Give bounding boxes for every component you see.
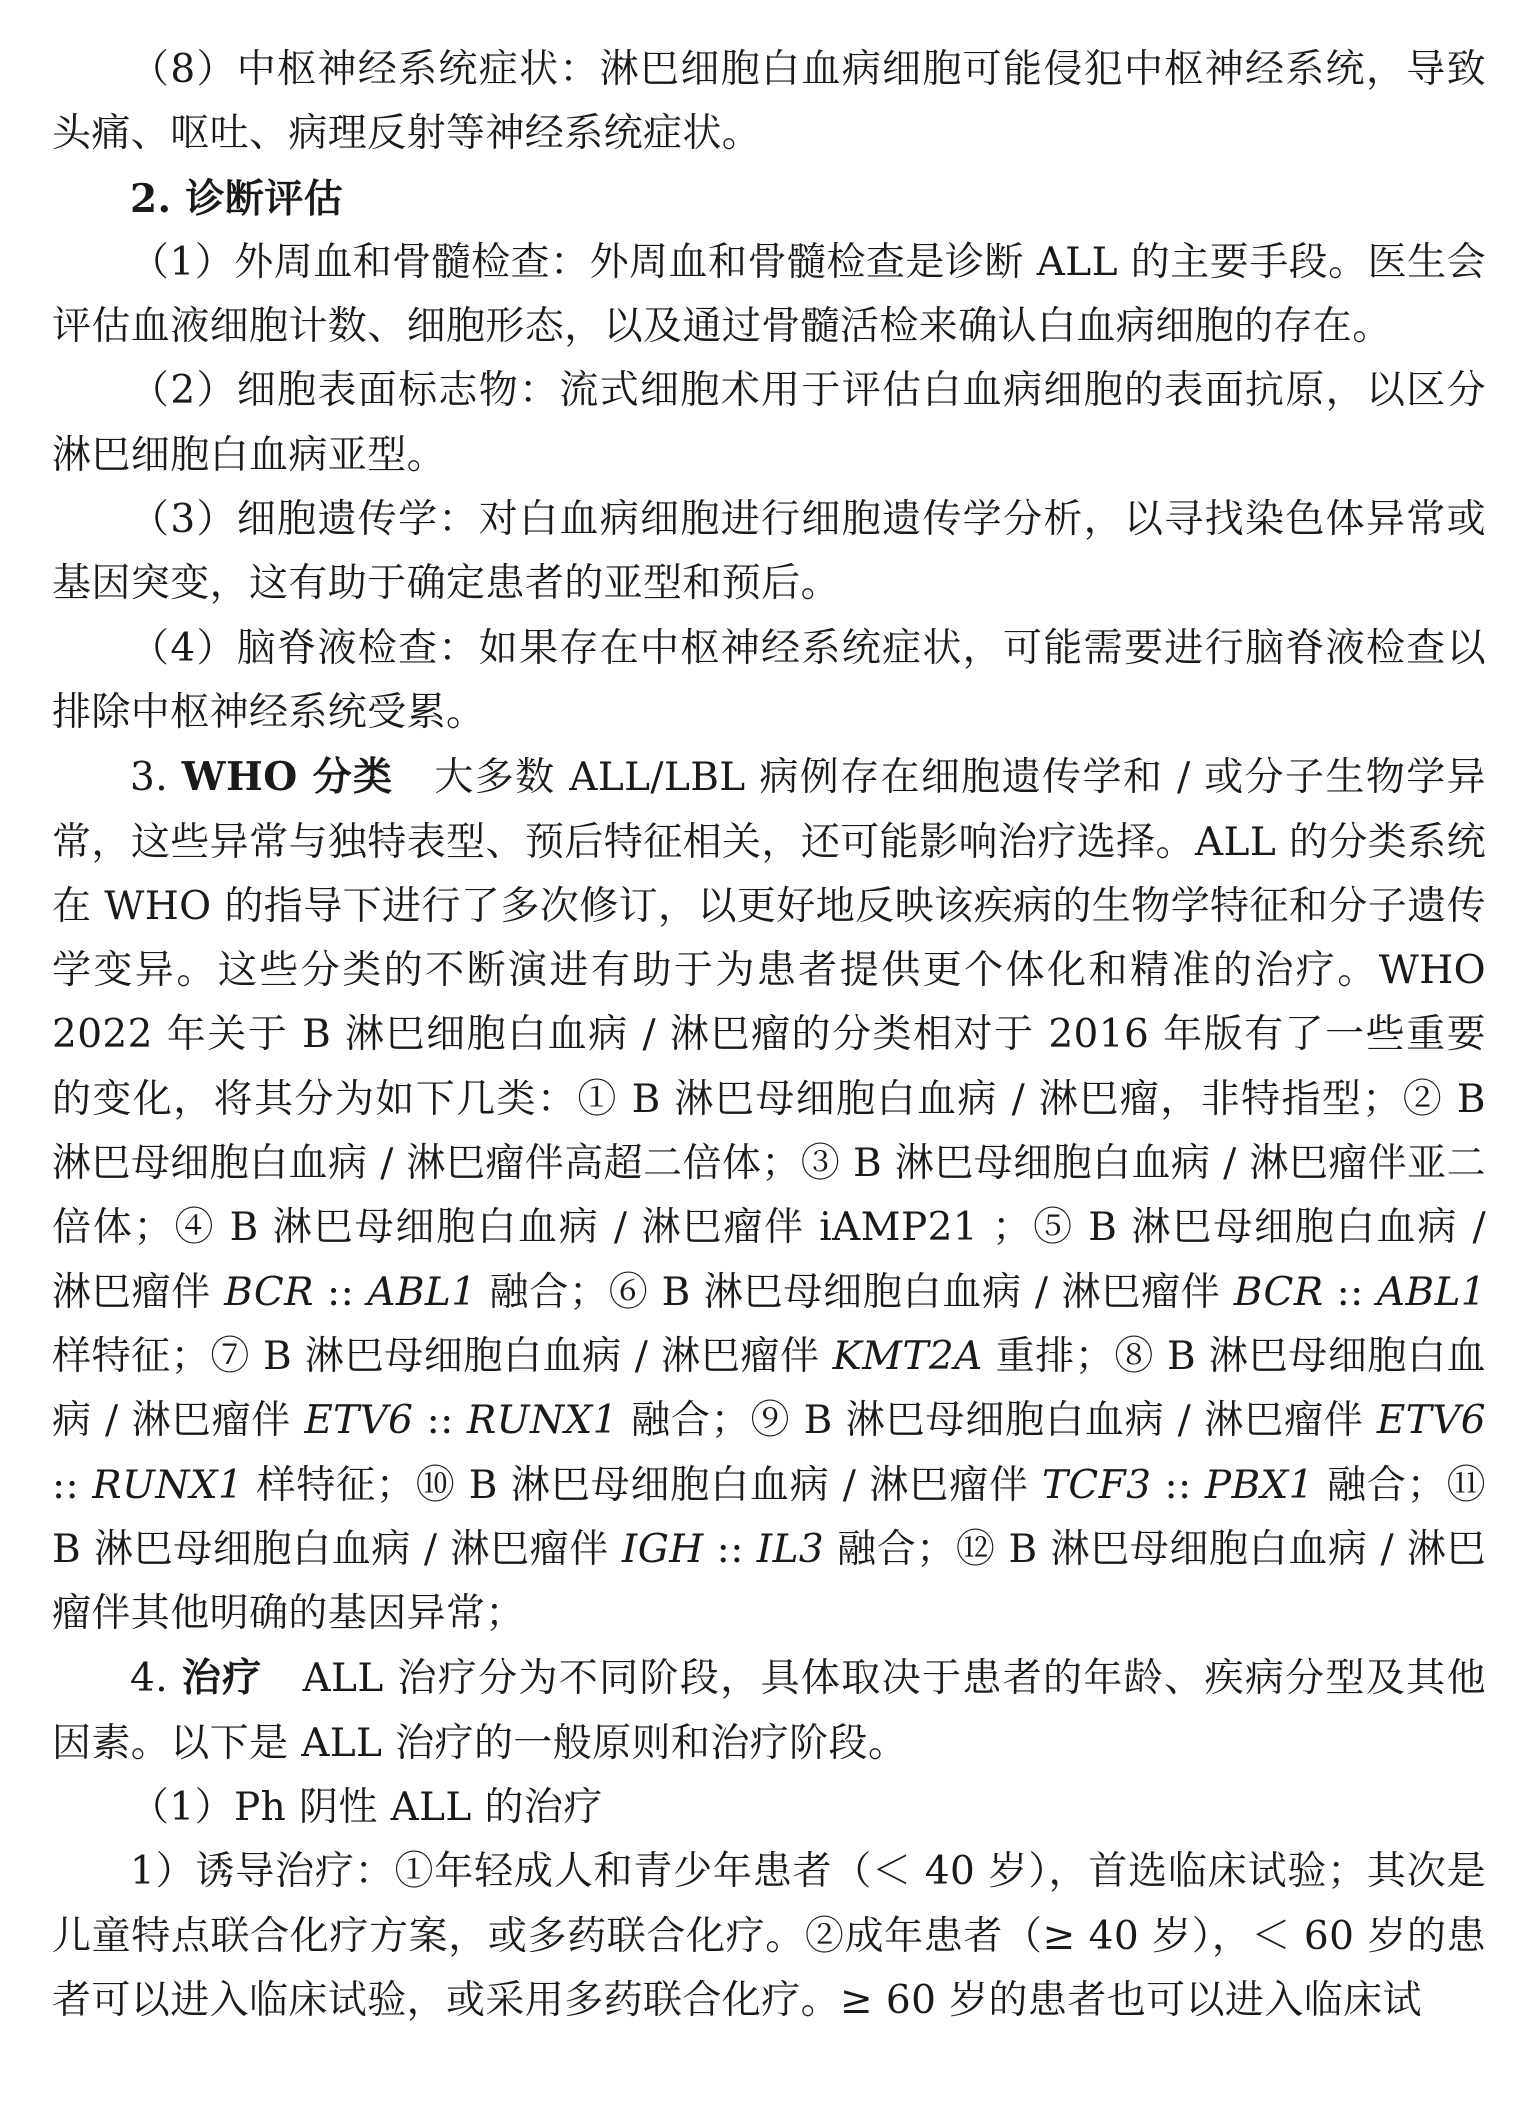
gene-name: IL3 <box>756 1526 825 1572</box>
fusion-separator: :: <box>313 1269 368 1315</box>
fusion-separator: :: <box>1151 1462 1205 1508</box>
who-category-12: ⑫ B 淋巴母细胞白血病 / 淋巴瘤伴其他明确的基因异常； <box>52 1526 1486 1637</box>
category-text: 融合； <box>476 1269 609 1315</box>
fusion-separator: :: <box>703 1526 757 1572</box>
paragraph-diagnosis-3: （3）细胞遗传学：对白血病细胞进行细胞遗传学分析，以寻找染色体异常或基因突变，这有助于确定患者的亚型和预后。 <box>52 497 1486 607</box>
category-text: ⑦ B 淋巴母细胞白血病 / 淋巴瘤伴 <box>210 1333 833 1379</box>
paragraph-diagnosis-2: （2）细胞表面标志物：流式细胞术用于评估白血病细胞的表面抗原，以区分淋巴细胞白血病亚型。 <box>52 368 1486 478</box>
gene-name: RUNX1 <box>466 1398 618 1444</box>
gene-name: RUNX1 <box>92 1462 244 1508</box>
category-text: ⑤ B 淋巴母细胞白血病 / 淋巴瘤伴 <box>52 1205 1487 1315</box>
gene-name: ETV6 <box>304 1398 414 1444</box>
paragraph-diagnosis-4: （4）脑脊液检查：如果存在中枢神经系统症状，可能需要进行脑脊液检查以排除中枢神经系统受累。 <box>52 625 1486 735</box>
paragraph-who-classification <box>52 745 1486 1646</box>
gene-name: ABL1 <box>1376 1269 1486 1315</box>
category-text: 重排； <box>982 1333 1115 1379</box>
gene-name: ETV6 <box>1376 1398 1486 1444</box>
document-page <box>52 38 1486 2033</box>
category-text: ⑪ B 淋巴母细胞白血病 / 淋巴瘤伴 <box>52 1462 1486 1572</box>
who-intro-text: 大多数 ALL/LBL 病例存在细胞遗传学和 / 或分子生物学异常，这些异常与独特表型、预后特征相关，还可能影响治疗选择。ALL 的分类系统在 WHO 的指导下进行了多次修订，以更好地反映该疾病的生物学特征和分子遗传学变异。这些分类的不断演进有助于为患者提供更个体化和精准的治疗。WHO 2022 年关于 B 淋巴细胞白血病 / 淋巴瘤的分类相对于 2016 年版有了一些重要的变化，将其分为如下几类： <box>52 755 1486 1122</box>
fusion-separator: :: <box>413 1398 467 1444</box>
section-heading-who: WHO 分类 <box>181 754 394 801</box>
category-text: ⑨ B 淋巴母细胞白血病 / 淋巴瘤伴 <box>750 1398 1377 1444</box>
who-category-10 <box>415 1463 1446 1508</box>
category-text: 融合； <box>1313 1462 1447 1508</box>
paragraph-cns-symptoms: （8）中枢神经系统症状：淋巴细胞白血病细胞可能侵犯中枢神经系统，导致头痛、呕吐、病理反射等神经系统症状。 <box>52 47 1486 157</box>
paragraph-induction-therapy: 1）诱导治疗：①年轻成人和青少年患者（＜ 40 岁），首选临床试验；其次是儿童特点联合化疗方案，或多药联合化疗。②成年患者（≥ 40 岁），＜ 60 岁的患者可以进入临床试验，或采用多药联合化疗。≥ 60 岁的患者也可以进入临床试 <box>52 1849 1486 2023</box>
section-heading-diagnosis: 2. 诊断评估 <box>130 175 344 222</box>
section-number: 4. <box>130 1656 182 1702</box>
gene-name: PBX1 <box>1204 1462 1314 1508</box>
treatment-intro-text: ALL 治疗分为不同阶段，具体取决于患者的年龄、疾病分型及其他因素。以下是 ALL 治疗的一般原则和治疗阶段。 <box>52 1656 1486 1766</box>
category-text: ⑩ B 淋巴母细胞白血病 / 淋巴瘤伴 <box>415 1462 1042 1508</box>
gene-name: TCF3 <box>1041 1462 1152 1508</box>
category-text: 融合； <box>824 1526 956 1572</box>
category-text: 融合； <box>617 1398 751 1444</box>
gene-name: KMT2A <box>832 1333 983 1379</box>
paragraph-diagnosis-1: （1）外周血和骨髓检查：外周血和骨髓检查是诊断 ALL 的主要手段。医生会评估血液细胞计数、细胞形态，以及通过骨髓活检来确认白血病细胞的存在。 <box>52 239 1486 350</box>
category-text: 样特征； <box>243 1462 416 1508</box>
category-text: 样特征； <box>52 1333 211 1379</box>
fusion-separator: :: <box>1323 1269 1377 1315</box>
who-category-1: ① B 淋巴母细胞白血病 / 淋巴瘤，非特指型； <box>577 1076 1402 1122</box>
fusion-separator: :: <box>52 1462 93 1508</box>
section-heading-treatment: 治疗 <box>181 1655 263 1702</box>
gene-name: ABL1 <box>367 1269 477 1315</box>
category-text: ⑧ B 淋巴母细胞白血病 / 淋巴瘤伴 <box>52 1333 1486 1444</box>
paragraph-treatment <box>52 1646 1486 1776</box>
gene-name: BCR <box>224 1269 314 1315</box>
who-category-7 <box>210 1334 1114 1379</box>
gene-name: BCR <box>1233 1269 1324 1315</box>
subheading-ph-negative: （1）Ph 阴性 ALL 的治疗 <box>130 1785 603 1831</box>
section-number: 3. <box>130 755 182 801</box>
category-text: ⑥ B 淋巴母细胞白血病 / 淋巴瘤伴 <box>608 1269 1234 1315</box>
who-category-2: ② B 淋巴母细胞白血病 / 淋巴瘤伴高超二倍体； <box>52 1076 1486 1187</box>
who-category-4: ④ B 淋巴母细胞白血病 / 淋巴瘤伴 iAMP21 ； <box>173 1205 1032 1251</box>
gene-name: IGH <box>621 1526 704 1572</box>
who-category-3: ③ B 淋巴母细胞白血病 / 淋巴瘤伴亚二倍体； <box>52 1141 1486 1251</box>
